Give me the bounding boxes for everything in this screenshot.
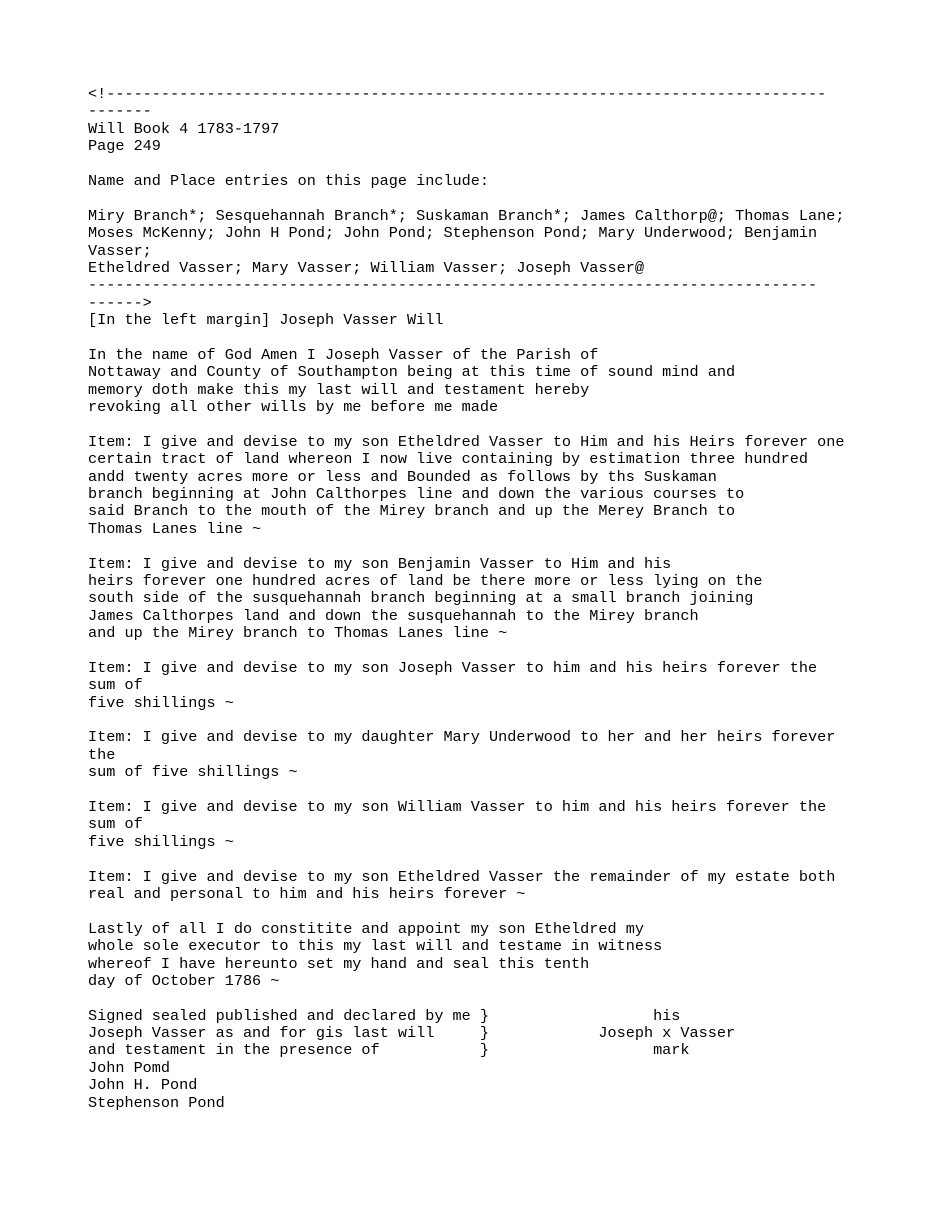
text-line: Joseph Vasser as and for gis last will } Joseph x Vasser xyxy=(88,1024,736,1043)
text-line: Item: I give and devise to my son Joseph Vasser to him and his heirs forever the xyxy=(88,658,818,677)
text-line: sum of xyxy=(88,815,143,834)
text-line xyxy=(88,329,844,346)
text-line: Etheldred Vasser; Mary Vasser; William Vasser; Joseph Vasser@ xyxy=(88,258,644,277)
text-line: Will Book 4 1783-1797 xyxy=(88,119,280,138)
text-line: John Pomd xyxy=(88,1058,171,1077)
text-line xyxy=(88,903,844,920)
text-line: and testament in the presence of } mark xyxy=(88,1041,690,1060)
text-line: whereof I have hereunto set my hand and seal this tenth xyxy=(88,954,590,973)
text-line: Stephenson Pond xyxy=(88,1093,225,1112)
text-line: day of October 1786 ~ xyxy=(88,971,280,990)
text-line: <!------------------------------------------------------------------------------- xyxy=(88,85,827,103)
text-line: south side of the susquehannah branch beginning at a small branch joining xyxy=(88,589,754,608)
text-line: -------------------------------------------------------------------------------- xyxy=(88,276,818,295)
text-line: Thomas Lanes line ~ xyxy=(88,519,262,538)
text-line: [In the left margin] Joseph Vasser Will xyxy=(88,311,444,330)
text-line: memory doth make this my last will and testament hereby xyxy=(88,380,590,399)
text-line: Item: I give and devise to my son Benjamin Vasser to Him and his xyxy=(88,554,672,573)
text-line: Item: I give and devise to my son Etheldred Vasser to Him and his Heirs forever one xyxy=(88,432,845,451)
text-line: branch beginning at John Calthorpes line and down the various courses to xyxy=(88,484,745,503)
text-line: Name and Place entries on this page include: xyxy=(88,171,490,190)
text-line: certain tract of land whereon I now live containing by estimation three hundred xyxy=(88,450,809,469)
text-line: Item: I give and devise to my son Etheldred Vasser the remainder of my estate both xyxy=(88,867,836,886)
text-line: five shillings ~ xyxy=(88,832,234,851)
text-line: Item: I give and devise to my daughter Mary Underwood to her and her heirs forever xyxy=(88,728,836,747)
text-line: Lastly of all I do constitite and appoint my son Etheldred my xyxy=(88,919,644,938)
text-line xyxy=(88,538,844,555)
text-line: Nottaway and County of Southampton being at this time of sound mind and xyxy=(88,363,736,382)
text-line: Page 249 xyxy=(88,137,161,156)
text-line: said Branch to the mouth of the Mirey branch and up the Merey Branch to xyxy=(88,502,736,521)
text-line xyxy=(88,851,844,868)
text-line: Vasser; xyxy=(88,241,152,260)
text-line xyxy=(88,190,844,207)
text-line xyxy=(88,712,844,729)
text-line xyxy=(88,416,844,433)
text-line xyxy=(88,782,844,799)
text-line: Miry Branch*; Sesquehannah Branch*; Suskaman Branch*; James Calthorp@; Thomas Lane; xyxy=(88,206,845,225)
text-line: Item: I give and devise to my son William Vasser to him and his heirs forever the xyxy=(88,798,827,817)
text-line: revoking all other wills by me before me made xyxy=(88,398,499,417)
text-line: heirs forever one hundred acres of land be there more or less lying on the xyxy=(88,571,763,590)
text-line xyxy=(88,156,844,173)
text-line: James Calthorpes land and down the susquehannah to the Mirey branch xyxy=(88,606,699,625)
text-line: sum of five shillings ~ xyxy=(88,763,298,782)
text-line: ------- xyxy=(88,102,152,121)
text-line: andd twenty acres more or less and Bounded as follows by ths Suskaman xyxy=(88,467,717,486)
text-line: In the name of God Amen I Joseph Vasser of the Parish of xyxy=(88,345,599,364)
text-line: five shillings ~ xyxy=(88,693,234,712)
text-line: Moses McKenny; John H Pond; John Pond; Stephenson Pond; Mary Underwood; Benjamin xyxy=(88,224,818,243)
text-line: Signed sealed published and declared by me } his xyxy=(88,1006,681,1025)
text-line: whole sole executor to this my last will and testame in witness xyxy=(88,937,663,956)
text-line xyxy=(88,990,844,1007)
text-line: the xyxy=(88,745,116,764)
text-line: ------> xyxy=(88,293,152,312)
text-line: real and personal to him and his heirs forever ~ xyxy=(88,884,526,903)
text-line: and up the Mirey branch to Thomas Lanes line ~ xyxy=(88,624,508,643)
text-line xyxy=(88,643,844,660)
text-line: sum of xyxy=(88,676,143,695)
will-transcription-text xyxy=(88,86,844,1112)
text-line: John H. Pond xyxy=(88,1076,198,1095)
